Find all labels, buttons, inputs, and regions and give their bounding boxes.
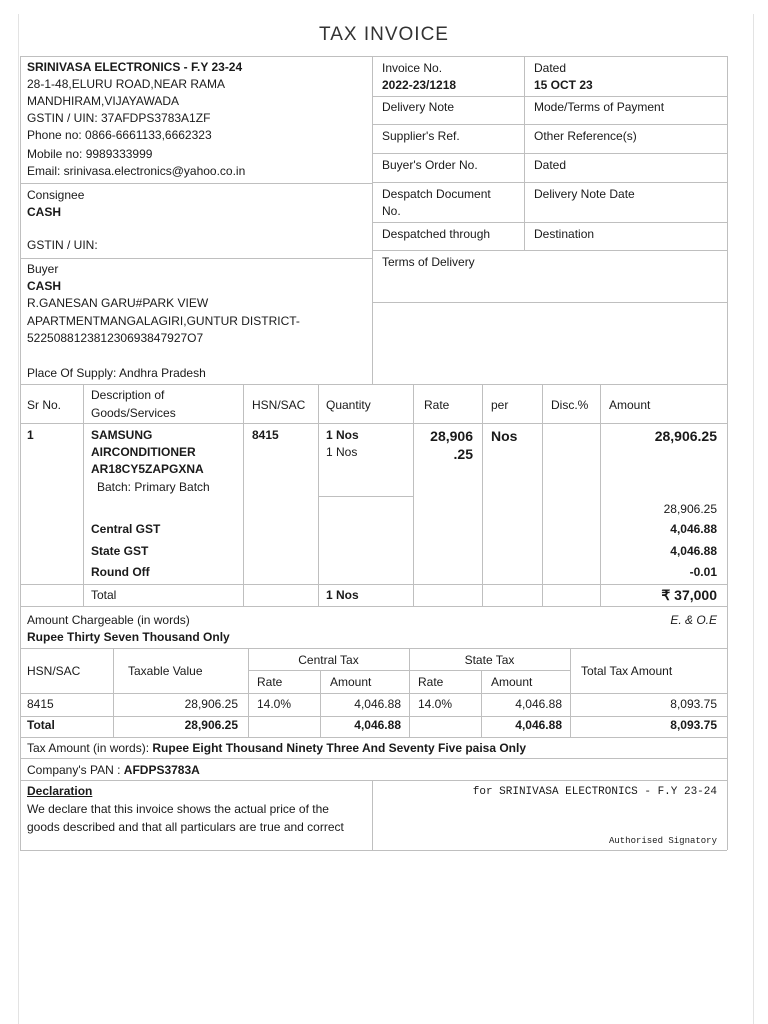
item-per: Nos	[491, 428, 518, 444]
tax-col-central: Central Tax	[298, 653, 359, 667]
tax-col-s-amt: Amount	[491, 675, 533, 689]
item-qty-sub: 1 Nos	[326, 445, 358, 459]
seller-address-line1: 28-1-48,ELURU ROAD,NEAR RAMA	[27, 77, 226, 91]
seller-address-line2: MANDHIRAM,VIJAYAWADA	[27, 94, 180, 108]
item-sr: 1	[27, 428, 34, 442]
despatch-doc-label: Despatch Document	[382, 187, 491, 201]
buyer-address-line2: APARTMENTMANGALAGIRI,GUNTUR DISTRICT-	[27, 314, 300, 328]
buyer-address-line3: 522508812381230693847927O7	[27, 331, 204, 345]
col-per-header: per	[491, 398, 509, 412]
tax-words-value: Rupee Eight Thousand Ninety Three And Seventy Five paisa Only	[152, 741, 527, 755]
tax-total-label: Total	[27, 718, 55, 732]
invoice-no-label: Invoice No.	[382, 61, 443, 75]
seller-mobile: Mobile no: 9989333999	[27, 147, 153, 161]
authorised-signatory: Authorised Signatory	[608, 836, 717, 846]
tax-col-hsn: HSN/SAC	[27, 664, 81, 678]
col-amount-header: Amount	[609, 398, 651, 412]
tax-row-taxable: 28,906.25	[184, 697, 238, 711]
tax-row-s-rate: 14.0%	[418, 697, 453, 711]
consignee-name: CASH	[27, 205, 62, 219]
cgst-label: Central GST	[91, 522, 161, 536]
tax-col-c-amt: Amount	[330, 675, 372, 689]
other-ref-label: Other Reference(s)	[534, 129, 637, 143]
place-of-supply: Place Of Supply: Andhra Pradesh	[27, 366, 206, 380]
seller-gstin: GSTIN / UIN: 37AFDPS3783A1ZF	[27, 111, 211, 125]
tax-col-taxable: Taxable Value	[128, 664, 203, 678]
invoice-title: TAX INVOICE	[319, 24, 449, 45]
col-desc-header: Description of	[91, 388, 165, 402]
roundoff-label: Round Off	[91, 565, 150, 579]
buyer-address-line1: R.GANESAN GARU#PARK VIEW	[27, 296, 209, 310]
col-qty-header: Quantity	[326, 398, 371, 412]
declaration-line2: goods described and that all particulars are true and correct	[27, 820, 344, 834]
seller-email: Email: srinivasa.electronics@yahoo.co.in	[27, 164, 246, 178]
tax-row-c-rate: 14.0%	[257, 697, 292, 711]
buyers-order-label: Buyer's Order No.	[382, 158, 478, 172]
pan-value: AFDPS3783A	[123, 763, 200, 777]
item-hsn: 8415	[252, 428, 279, 442]
tax-row-hsn: 8415	[27, 697, 54, 711]
tax-col-s-rate: Rate	[418, 675, 444, 689]
tax-words-line	[27, 741, 526, 756]
col-desc-header-2: Goods/Services	[91, 406, 176, 420]
dated-label: Dated	[534, 61, 567, 75]
signatory-for: for SRINIVASA ELECTRONICS - F.Y 23-24	[472, 786, 717, 798]
tax-col-state: State Tax	[464, 653, 515, 667]
invoice-date: 15 OCT 23	[534, 78, 593, 92]
dated2-label: Dated	[534, 158, 567, 172]
tax-row-c-amt: 4,046.88	[354, 697, 401, 711]
pan-line	[27, 763, 200, 778]
eoe-note: E. & O.E	[670, 613, 717, 627]
sgst-amount: 4,046.88	[670, 544, 717, 558]
declaration-heading: Declaration	[27, 784, 93, 798]
item-desc-line2: AIRCONDITIONER	[91, 445, 196, 459]
delivery-note-date-label: Delivery Note Date	[534, 187, 635, 201]
subtotal-amount: 28,906.25	[663, 502, 717, 516]
consignee-gstin: GSTIN / UIN:	[27, 238, 98, 252]
col-sr-header: Sr No.	[27, 398, 62, 412]
tax-total-s-amt: 4,046.88	[515, 718, 562, 732]
tax-total-amount: 8,093.75	[670, 718, 717, 732]
item-desc-line1: SAMSUNG	[91, 428, 153, 442]
col-disc-header: Disc.%	[551, 398, 589, 412]
item-rate: 28,906	[430, 428, 473, 444]
destination-label: Destination	[534, 227, 595, 241]
item-qty: 1 Nos	[326, 428, 359, 442]
tax-col-c-rate: Rate	[257, 675, 283, 689]
tax-total-taxable: 28,906.25	[184, 718, 238, 732]
tax-row-s-amt: 4,046.88	[515, 697, 562, 711]
grand-total: ₹ 37,000	[661, 587, 717, 603]
total-label: Total	[91, 588, 117, 602]
roundoff-amount: -0.01	[689, 565, 717, 579]
col-rate-header: Rate	[424, 398, 450, 412]
words-label: Amount Chargeable (in words)	[27, 613, 190, 627]
seller-phone: Phone no: 0866-6661133,6662323	[27, 128, 212, 142]
despatch-doc-label-2: No.	[382, 204, 401, 218]
despatched-through-label: Despatched through	[382, 227, 491, 241]
consignee-label: Consignee	[27, 188, 85, 202]
tax-total-c-amt: 4,046.88	[354, 718, 401, 732]
amount-in-words: Rupee Thirty Seven Thousand Only	[27, 630, 230, 644]
tax-row-total: 8,093.75	[670, 697, 717, 711]
mode-terms-label: Mode/Terms of Payment	[534, 100, 665, 114]
tax-col-total: Total Tax Amount	[581, 664, 673, 678]
total-qty: 1 Nos	[326, 588, 359, 602]
col-hsn-header: HSN/SAC	[252, 398, 306, 412]
tax-words-label: Tax Amount (in words):	[27, 741, 153, 755]
buyer-label: Buyer	[27, 262, 59, 276]
terms-delivery-label: Terms of Delivery	[382, 255, 475, 269]
cgst-amount: 4,046.88	[670, 522, 717, 536]
sgst-label: State GST	[91, 544, 149, 558]
seller-name: SRINIVASA ELECTRONICS - F.Y 23-24	[27, 60, 243, 74]
item-desc-line3: AR18CY5ZAPGXNA	[91, 462, 204, 476]
pan-label: Company's PAN :	[27, 763, 124, 777]
item-rate-decimals: .25	[453, 446, 473, 462]
declaration-line1: We declare that this invoice shows the actual price of the	[27, 802, 329, 816]
item-batch: Batch: Primary Batch	[97, 480, 210, 494]
item-amount: 28,906.25	[654, 428, 717, 444]
buyer-name: CASH	[27, 279, 62, 293]
invoice-no: 2022-23/1218	[382, 78, 457, 92]
delivery-note-label: Delivery Note	[382, 100, 455, 114]
suppliers-ref-label: Supplier's Ref.	[382, 129, 460, 143]
